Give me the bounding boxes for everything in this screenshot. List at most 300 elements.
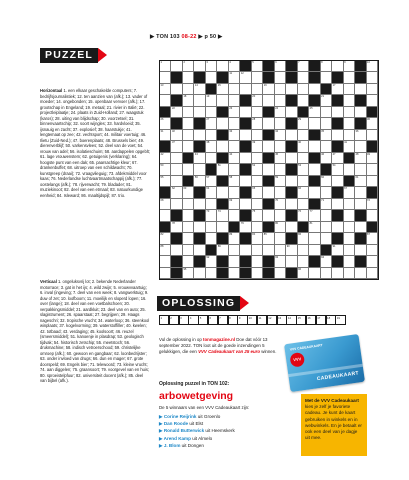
grid-cell[interactable] xyxy=(160,233,171,244)
grid-cell[interactable] xyxy=(298,187,309,198)
grid-cell[interactable] xyxy=(332,130,343,141)
grid-cell[interactable] xyxy=(275,176,286,187)
cell-number: 46 xyxy=(321,152,325,156)
grid-cell[interactable] xyxy=(171,84,182,95)
grid-cell[interactable] xyxy=(332,61,346,72)
grid-cell[interactable] xyxy=(183,245,194,256)
grid-cell[interactable] xyxy=(183,84,194,95)
solution-box[interactable] xyxy=(316,315,326,325)
grid-cell[interactable] xyxy=(367,164,378,175)
grid-cell[interactable] xyxy=(321,222,332,233)
solution-box[interactable] xyxy=(159,315,169,325)
grid-cell[interactable] xyxy=(367,233,378,244)
grid-cell[interactable] xyxy=(160,245,171,256)
grid-cell[interactable] xyxy=(229,61,240,72)
grid-cell[interactable] xyxy=(206,222,217,233)
grid-cell[interactable] xyxy=(367,61,378,72)
grid-cell[interactable] xyxy=(160,61,171,72)
crossword-grid[interactable] xyxy=(159,60,379,280)
grid-cell[interactable] xyxy=(344,187,355,198)
grid-cell[interactable] xyxy=(344,233,355,244)
grid-cell[interactable] xyxy=(183,222,194,233)
grid-cell[interactable] xyxy=(332,164,343,175)
grid-cell[interactable] xyxy=(298,118,309,129)
grid-cell[interactable] xyxy=(263,187,274,198)
solution-box[interactable] xyxy=(335,315,345,325)
grid-cell[interactable] xyxy=(309,107,320,118)
grid-cell[interactable] xyxy=(355,176,366,187)
grid-cell[interactable] xyxy=(194,130,205,141)
grid-block xyxy=(286,233,297,244)
solution-box[interactable] xyxy=(218,315,228,325)
grid-cell[interactable] xyxy=(367,268,378,279)
grid-cell[interactable] xyxy=(344,61,355,72)
grid-cell[interactable] xyxy=(344,118,355,129)
grid-cell[interactable] xyxy=(321,256,332,267)
grid-cell[interactable] xyxy=(298,153,309,164)
grid-cell[interactable] xyxy=(263,95,274,106)
grid-cell[interactable] xyxy=(240,199,251,210)
grid-cell[interactable] xyxy=(275,268,286,279)
grid-cell[interactable] xyxy=(355,268,366,279)
grid-cell[interactable] xyxy=(275,187,286,198)
grid-cell[interactable] xyxy=(367,199,378,210)
grid-cell[interactable] xyxy=(194,84,205,95)
grid-cell[interactable] xyxy=(240,72,251,83)
grid-cell[interactable] xyxy=(206,107,217,118)
grid-cell[interactable] xyxy=(183,199,194,210)
grid-cell[interactable] xyxy=(171,141,182,152)
grid-cell[interactable] xyxy=(229,72,240,83)
grid-cell[interactable] xyxy=(367,118,378,129)
solution-box[interactable] xyxy=(228,315,238,325)
grid-cell[interactable] xyxy=(252,61,263,72)
grid-cell[interactable] xyxy=(229,210,240,221)
grid-cell[interactable] xyxy=(183,141,194,152)
grid-cell[interactable] xyxy=(194,61,208,72)
grid-cell[interactable] xyxy=(171,107,182,118)
grid-cell[interactable] xyxy=(263,233,274,244)
grid-cell[interactable] xyxy=(217,187,228,198)
grid-cell[interactable] xyxy=(206,199,217,210)
grid-block xyxy=(183,153,194,164)
grid-cell[interactable] xyxy=(252,256,263,267)
grid-cell[interactable] xyxy=(252,245,263,256)
grid-block xyxy=(160,141,171,152)
grid-cell[interactable] xyxy=(206,210,217,221)
grid-cell[interactable] xyxy=(332,199,343,210)
grid-cell[interactable] xyxy=(367,176,378,187)
grid-cell[interactable] xyxy=(229,107,240,118)
grid-cell[interactable] xyxy=(229,164,240,175)
grid-cell[interactable] xyxy=(160,199,171,210)
grid-cell[interactable] xyxy=(206,176,217,187)
grid-cell[interactable] xyxy=(332,222,343,233)
grid-cell[interactable] xyxy=(275,210,286,221)
grid-cell[interactable] xyxy=(298,72,309,83)
grid-cell[interactable] xyxy=(309,187,320,198)
grid-cell[interactable] xyxy=(332,153,343,164)
grid-block xyxy=(355,210,366,221)
grid-cell[interactable] xyxy=(309,84,320,95)
solution-box[interactable] xyxy=(179,315,189,325)
grid-cell[interactable] xyxy=(321,210,332,221)
grid-cell[interactable] xyxy=(286,199,297,210)
grid-cell[interactable] xyxy=(160,164,171,175)
grid-cell[interactable] xyxy=(309,268,320,279)
grid-cell[interactable] xyxy=(309,141,320,152)
grid-cell[interactable] xyxy=(160,256,171,267)
grid-cell[interactable] xyxy=(160,72,171,83)
grid-cell[interactable] xyxy=(344,268,355,279)
solution-box[interactable] xyxy=(286,315,296,325)
grid-cell[interactable] xyxy=(217,61,231,72)
grid-cell[interactable] xyxy=(298,130,309,141)
grid-cell[interactable] xyxy=(275,153,286,164)
send-url-link[interactable]: tonmagazine.nl xyxy=(203,337,235,342)
grid-cell[interactable] xyxy=(252,107,263,118)
grid-cell[interactable] xyxy=(344,107,355,118)
grid-cell[interactable] xyxy=(263,118,274,129)
grid-cell[interactable] xyxy=(298,141,309,152)
grid-cell[interactable] xyxy=(355,130,366,141)
grid-cell[interactable] xyxy=(275,141,286,152)
grid-cell[interactable] xyxy=(321,95,332,106)
grid-cell[interactable] xyxy=(321,187,332,198)
grid-cell[interactable] xyxy=(194,95,205,106)
grid-cell[interactable] xyxy=(229,95,240,106)
grid-cell[interactable] xyxy=(183,187,194,198)
grid-cell[interactable] xyxy=(275,245,286,256)
grid-cell[interactable] xyxy=(183,210,194,221)
grid-cell[interactable] xyxy=(286,245,297,256)
grid-cell[interactable] xyxy=(229,176,240,187)
grid-cell[interactable] xyxy=(171,61,185,72)
grid-cell[interactable] xyxy=(275,95,286,106)
grid-cell[interactable] xyxy=(321,61,332,72)
solution-box[interactable] xyxy=(188,315,198,325)
grid-cell[interactable] xyxy=(321,176,332,187)
grid-cell[interactable] xyxy=(194,107,205,118)
grid-cell[interactable] xyxy=(344,164,355,175)
cell-number: 26 xyxy=(160,118,164,122)
grid-cell[interactable] xyxy=(194,268,205,279)
solution-box[interactable] xyxy=(277,315,287,325)
grid-cell[interactable] xyxy=(367,210,378,221)
grid-block xyxy=(240,268,251,279)
grid-cell[interactable] xyxy=(171,245,182,256)
solution-box[interactable] xyxy=(169,315,179,325)
grid-cell[interactable] xyxy=(309,164,320,175)
grid-cell[interactable] xyxy=(206,72,217,83)
grid-cell[interactable] xyxy=(252,222,263,233)
grid-cell[interactable] xyxy=(298,95,309,106)
grid-cell[interactable] xyxy=(183,233,194,244)
grid-cell[interactable] xyxy=(252,199,263,210)
grid-cell[interactable] xyxy=(240,130,251,141)
grid-cell[interactable] xyxy=(194,222,205,233)
grid-cell[interactable] xyxy=(298,210,309,221)
grid-cell[interactable] xyxy=(229,268,240,279)
grid-cell[interactable] xyxy=(206,256,217,267)
solution-box[interactable] xyxy=(296,315,306,325)
promo-bold: Met de VVV Cadeaukaart xyxy=(305,398,359,403)
grid-cell[interactable] xyxy=(160,95,171,106)
grid-cell[interactable] xyxy=(275,61,286,72)
grid-cell[interactable] xyxy=(263,84,274,95)
grid-cell[interactable] xyxy=(367,245,378,256)
grid-cell[interactable] xyxy=(229,84,240,95)
grid-cell[interactable] xyxy=(321,118,332,129)
grid-cell[interactable] xyxy=(298,176,309,187)
grid-cell[interactable] xyxy=(206,268,217,279)
grid-cell[interactable] xyxy=(217,84,228,95)
grid-cell[interactable] xyxy=(355,187,366,198)
solution-box[interactable] xyxy=(208,315,218,325)
grid-cell[interactable] xyxy=(344,141,355,152)
grid-cell[interactable] xyxy=(183,61,194,72)
grid-cell[interactable] xyxy=(298,199,309,210)
grid-cell[interactable] xyxy=(217,164,228,175)
grid-cell[interactable] xyxy=(160,118,171,129)
grid-cell[interactable] xyxy=(252,84,263,95)
grid-cell[interactable] xyxy=(240,245,251,256)
grid-cell[interactable] xyxy=(217,118,228,129)
grid-cell[interactable] xyxy=(344,84,355,95)
grid-cell[interactable] xyxy=(275,256,286,267)
grid-cell[interactable] xyxy=(298,245,309,256)
solution-row[interactable] xyxy=(159,315,345,326)
grid-cell[interactable] xyxy=(252,164,263,175)
grid-cell[interactable] xyxy=(263,164,274,175)
grid-cell[interactable] xyxy=(367,153,378,164)
grid-cell[interactable] xyxy=(194,199,205,210)
grid-cell[interactable] xyxy=(183,118,194,129)
grid-cell[interactable] xyxy=(321,72,332,83)
cell-number: 71 xyxy=(321,198,325,202)
grid-block xyxy=(171,210,182,221)
grid-cell[interactable] xyxy=(367,130,378,141)
grid-cell[interactable] xyxy=(171,130,182,141)
grid-cell[interactable] xyxy=(252,233,263,244)
grid-cell[interactable] xyxy=(332,176,343,187)
grid-cell[interactable] xyxy=(160,153,171,164)
grid-cell[interactable] xyxy=(344,222,355,233)
grid-cell[interactable] xyxy=(275,164,286,175)
grid-cell[interactable] xyxy=(332,268,343,279)
solution-box[interactable] xyxy=(326,315,336,325)
grid-cell[interactable] xyxy=(321,199,332,210)
grid-cell[interactable] xyxy=(217,245,228,256)
grid-cell[interactable] xyxy=(240,107,251,118)
grid-cell[interactable] xyxy=(286,222,297,233)
grid-cell[interactable] xyxy=(252,153,263,164)
grid-cell[interactable] xyxy=(321,268,332,279)
grid-cell[interactable] xyxy=(240,176,251,187)
solution-box[interactable] xyxy=(306,315,316,325)
grid-cell[interactable] xyxy=(298,84,309,95)
grid-cell[interactable] xyxy=(171,153,182,164)
grid-cell[interactable] xyxy=(206,153,217,164)
grid-cell[interactable] xyxy=(263,245,274,256)
grid-cell[interactable] xyxy=(298,268,309,279)
grid-cell[interactable] xyxy=(229,233,240,244)
grid-cell[interactable] xyxy=(275,118,286,129)
grid-cell[interactable] xyxy=(183,72,194,83)
grid-cell[interactable] xyxy=(206,61,217,72)
grid-cell[interactable] xyxy=(252,210,263,221)
grid-cell[interactable] xyxy=(240,84,251,95)
grid-cell[interactable] xyxy=(229,187,240,198)
grid-cell[interactable] xyxy=(171,164,182,175)
grid-cell[interactable] xyxy=(183,256,194,267)
grid-cell[interactable] xyxy=(194,153,205,164)
solution-box[interactable] xyxy=(247,315,257,325)
grid-cell[interactable] xyxy=(171,199,182,210)
grid-cell[interactable] xyxy=(252,118,263,129)
grid-cell[interactable] xyxy=(194,245,205,256)
grid-cell[interactable] xyxy=(321,130,332,141)
grid-cell[interactable] xyxy=(321,141,332,152)
grid-cell[interactable] xyxy=(355,153,366,164)
grid-cell[interactable] xyxy=(286,130,297,141)
grid-cell[interactable] xyxy=(355,199,366,210)
grid-block xyxy=(240,118,251,129)
grid-cell[interactable] xyxy=(206,95,217,106)
grid-cell[interactable] xyxy=(286,256,297,267)
grid-cell[interactable] xyxy=(229,130,240,141)
grid-cell[interactable] xyxy=(229,245,240,256)
grid-cell[interactable] xyxy=(252,95,263,106)
solution-box[interactable] xyxy=(237,315,247,325)
grid-cell[interactable] xyxy=(275,233,286,244)
grid-cell[interactable] xyxy=(275,84,286,95)
grid-cell[interactable] xyxy=(286,84,297,95)
grid-cell[interactable] xyxy=(263,141,274,152)
grid-cell[interactable] xyxy=(355,164,366,175)
grid-cell[interactable] xyxy=(217,222,228,233)
grid-cell[interactable] xyxy=(344,245,355,256)
grid-cell[interactable] xyxy=(344,256,355,267)
gift-card-image xyxy=(284,334,365,392)
solution-box[interactable] xyxy=(257,315,267,325)
grid-cell[interactable] xyxy=(344,210,355,221)
grid-cell[interactable] xyxy=(332,107,343,118)
grid-cell[interactable] xyxy=(171,176,182,187)
grid-cell[interactable] xyxy=(206,187,217,198)
grid-cell[interactable] xyxy=(275,222,286,233)
grid-cell[interactable] xyxy=(286,107,297,118)
grid-cell[interactable] xyxy=(217,141,228,152)
grid-cell[interactable] xyxy=(321,107,332,118)
grid-cell[interactable] xyxy=(298,256,309,267)
grid-cell[interactable] xyxy=(252,141,263,152)
grid-cell[interactable] xyxy=(321,153,332,164)
grid-cell[interactable] xyxy=(367,72,378,83)
grid-cell[interactable] xyxy=(194,176,205,187)
grid-cell[interactable] xyxy=(206,233,217,244)
grid-cell[interactable] xyxy=(171,222,182,233)
grid-cell[interactable] xyxy=(252,268,263,279)
grid-cell[interactable] xyxy=(355,141,366,152)
grid-cell[interactable] xyxy=(298,61,309,72)
grid-cell[interactable] xyxy=(217,95,228,106)
grid-cell[interactable] xyxy=(229,141,240,152)
grid-cell[interactable] xyxy=(298,164,309,175)
grid-cell[interactable] xyxy=(309,233,320,244)
grid-cell[interactable] xyxy=(309,222,320,233)
grid-cell[interactable] xyxy=(206,141,217,152)
grid-cell[interactable] xyxy=(309,210,320,221)
grid-cell[interactable] xyxy=(252,72,263,83)
grid-cell[interactable] xyxy=(252,187,263,198)
grid-cell[interactable] xyxy=(229,153,240,164)
grid-cell[interactable] xyxy=(286,153,297,164)
grid-cell[interactable] xyxy=(344,199,355,210)
grid-cell[interactable] xyxy=(263,210,274,221)
grid-cell[interactable] xyxy=(160,84,171,95)
grid-cell[interactable] xyxy=(321,233,332,244)
grid-cell[interactable] xyxy=(160,176,171,187)
grid-cell[interactable] xyxy=(355,107,366,118)
grid-cell[interactable] xyxy=(160,268,171,279)
grid-cell[interactable] xyxy=(275,107,286,118)
grid-cell[interactable] xyxy=(309,245,320,256)
grid-cell[interactable] xyxy=(355,84,366,95)
grid-cell[interactable] xyxy=(298,233,309,244)
grid-cell[interactable] xyxy=(332,245,343,256)
grid-cell[interactable] xyxy=(275,130,286,141)
grid-cell[interactable] xyxy=(183,268,194,279)
cell-number: 12 xyxy=(240,72,244,76)
grid-cell[interactable] xyxy=(217,210,228,221)
grid-cell[interactable] xyxy=(183,95,194,106)
grid-cell[interactable] xyxy=(229,256,240,267)
grid-cell[interactable] xyxy=(344,130,355,141)
grid-cell[interactable] xyxy=(309,118,320,129)
grid-cell[interactable] xyxy=(367,256,378,267)
grid-cell[interactable] xyxy=(183,130,194,141)
grid-cell[interactable] xyxy=(160,130,171,141)
grid-cell[interactable] xyxy=(183,107,194,118)
grid-cell[interactable] xyxy=(160,210,171,221)
grid-cell[interactable] xyxy=(240,153,251,164)
solution-box[interactable] xyxy=(198,315,208,325)
grid-cell[interactable] xyxy=(355,222,366,233)
grid-cell[interactable] xyxy=(344,95,355,106)
grid-cell[interactable] xyxy=(344,72,355,83)
grid-cell[interactable] xyxy=(206,118,217,129)
grid-cell[interactable] xyxy=(355,245,366,256)
grid-block xyxy=(194,72,205,83)
grid-cell[interactable] xyxy=(286,176,297,187)
grid-cell[interactable] xyxy=(171,187,182,198)
grid-cell[interactable] xyxy=(275,199,286,210)
grid-cell[interactable] xyxy=(229,199,240,210)
grid-cell[interactable] xyxy=(183,164,194,175)
grid-cell[interactable] xyxy=(367,84,378,95)
grid-cell[interactable] xyxy=(194,164,205,175)
grid-cell[interactable] xyxy=(252,130,263,141)
solution-box[interactable] xyxy=(267,315,277,325)
grid-cell[interactable] xyxy=(240,222,251,233)
grid-cell[interactable] xyxy=(206,130,217,141)
grid-cell[interactable] xyxy=(275,72,286,83)
grid-cell[interactable] xyxy=(229,118,240,129)
grid-cell[interactable] xyxy=(252,176,263,187)
grid-cell[interactable] xyxy=(332,84,343,95)
grid-cell[interactable] xyxy=(367,95,378,106)
